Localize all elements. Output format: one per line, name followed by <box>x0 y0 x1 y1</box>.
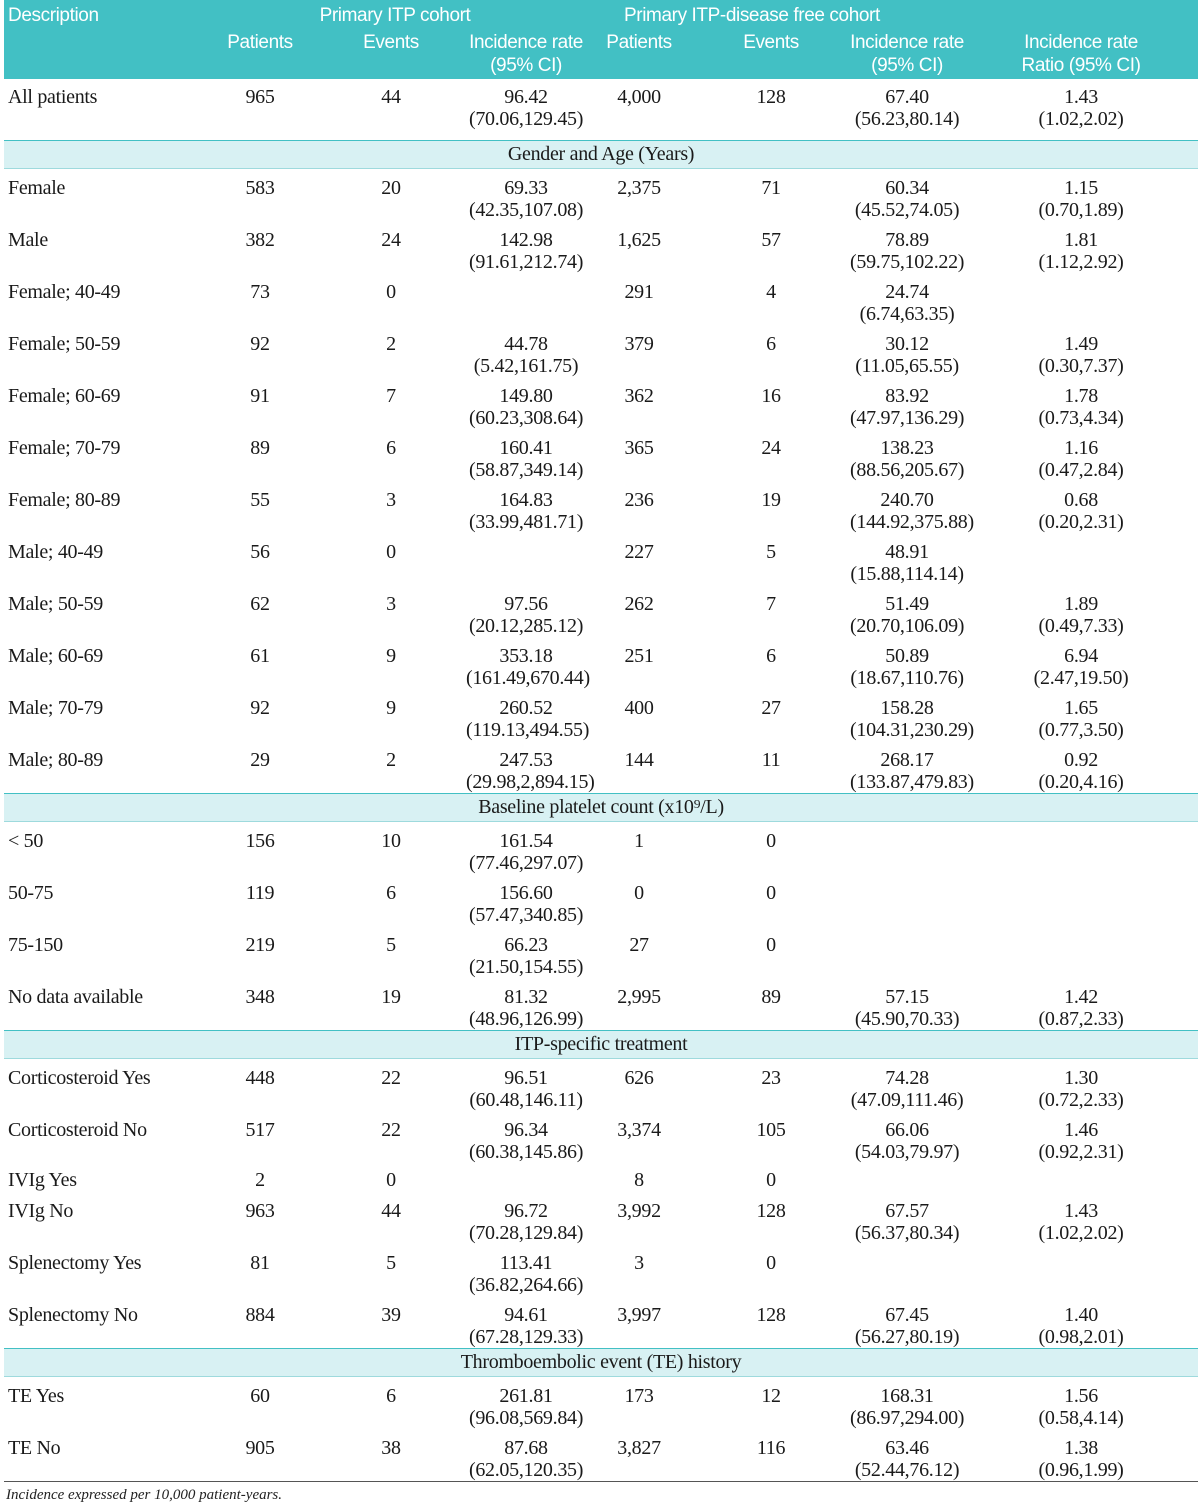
cell-patients-1: 73 <box>250 281 270 303</box>
cell-patients-1: 448 <box>245 1067 275 1089</box>
cell-patients-1: 61 <box>250 645 270 667</box>
cell-ratio: 1.89 (0.49,7.33) <box>1038 593 1124 637</box>
table-row <box>4 377 1198 429</box>
cell-patients-2: 3 <box>634 1252 644 1274</box>
cell-events-1: 22 <box>381 1067 401 1089</box>
table-row <box>4 1192 1198 1244</box>
row-label: Splenectomy No <box>8 1304 138 1326</box>
cell-incidence-1: 160.41 (58.87,349.14) <box>468 437 584 481</box>
cell-patients-1: 583 <box>245 177 275 199</box>
table-row <box>4 1163 1198 1192</box>
cell-events-1: 3 <box>386 489 396 511</box>
cell-ratio: 1.15 (0.70,1.89) <box>1038 177 1124 221</box>
cell-events-1: 0 <box>386 1169 396 1191</box>
cell-patients-1: 2 <box>255 1169 265 1191</box>
cell-incidence-2: 138.23 (88.56,205.67) <box>850 437 965 481</box>
table-row <box>4 533 1198 585</box>
row-label: All patients <box>8 86 98 108</box>
cell-ratio: 1.16 (0.47,2.84) <box>1038 437 1124 481</box>
cell-incidence-2: 240.70 (144.92,375.88) <box>850 489 974 533</box>
row-label: Male; 60-69 <box>8 645 104 667</box>
cell-patients-2: 362 <box>624 385 654 407</box>
row-label: IVIg No <box>8 1200 74 1222</box>
cell-events-1: 10 <box>381 830 401 852</box>
cell-events-2: 0 <box>766 830 776 852</box>
table-body <box>4 79 1198 1482</box>
cell-patients-2: 4,000 <box>617 86 661 108</box>
cell-events-2: 89 <box>761 986 781 1008</box>
cell-ratio: 1.43 (1.02,2.02) <box>1038 86 1124 130</box>
cell-events-1: 2 <box>386 333 396 355</box>
cell-incidence-1: 96.51 (60.48,146.11) <box>469 1067 583 1111</box>
cell-events-1: 7 <box>386 385 396 407</box>
table-row <box>4 325 1198 377</box>
cell-incidence-2: 50.89 (18.67,110.76) <box>850 645 964 689</box>
row-label: Female; 70-79 <box>8 437 121 459</box>
cell-events-2: 27 <box>761 697 781 719</box>
section-header-te <box>4 1349 1198 1377</box>
table-row <box>4 978 1198 1031</box>
cell-patients-1: 91 <box>250 385 270 407</box>
section-header-gender <box>4 141 1198 169</box>
header-group-itp: Primary ITP cohort <box>319 5 471 26</box>
cell-incidence-1: 261.81 (96.08,569.84) <box>468 1385 584 1429</box>
cell-incidence-2: 63.46 (52.44,76.12) <box>850 1429 964 1482</box>
cell-incidence-1: 113.41 (36.82,264.66) <box>468 1252 584 1296</box>
cell-patients-2: 27 <box>629 934 649 956</box>
cell-ratio: 1.78 (0.73,4.34) <box>1038 385 1124 429</box>
cell-events-2: 128 <box>756 1200 786 1222</box>
table-row <box>4 1111 1198 1163</box>
header-incidence-1: Incidence rate (95% CI) <box>469 32 583 76</box>
cell-ratio: 1.43 (1.02,2.02) <box>1038 1200 1124 1244</box>
cell-ratio: 1.49 (0.30,7.37) <box>1038 333 1124 377</box>
cell-incidence-2: 51.49 (20.70,106.09) <box>850 593 965 637</box>
header-events-2: Events <box>743 32 799 53</box>
cell-patients-1: 92 <box>250 333 270 355</box>
cell-ratio: 1.38 (0.96,1.99) <box>964 1429 1198 1482</box>
cell-patients-1: 348 <box>245 986 275 1008</box>
cell-ratio: 1.65 (0.77,3.50) <box>1038 697 1124 741</box>
cell-incidence-1 <box>466 273 586 325</box>
header-events-1: Events <box>363 32 419 53</box>
cell-ratio <box>964 533 1198 585</box>
cell-ratio: 1.56 (0.58,4.14) <box>1038 1385 1124 1429</box>
table-row <box>4 822 1198 875</box>
incidence-table-container <box>4 0 1198 1482</box>
row-label: Male <box>8 229 48 251</box>
cell-patients-1: 905 <box>204 1429 316 1482</box>
cell-patients-1: 382 <box>245 229 275 251</box>
cell-incidence-2: 67.57 (56.37,80.34) <box>854 1200 960 1244</box>
cell-incidence-2: 66.06 (54.03,79.97) <box>854 1119 960 1163</box>
cell-ratio: 0.68 (0.20,2.31) <box>1038 489 1124 533</box>
cell-ratio <box>964 1244 1198 1296</box>
table-row <box>4 79 1198 141</box>
cell-patients-1: 89 <box>250 437 270 459</box>
cell-events-1: 19 <box>381 986 401 1008</box>
row-label: TE No <box>4 1429 204 1482</box>
cell-incidence-2: 83.92 (47.97,136.29) <box>850 385 965 429</box>
cell-patients-2: 379 <box>624 333 654 355</box>
row-label: Corticosteroid No <box>8 1119 147 1141</box>
row-label: 75-150 <box>8 934 63 956</box>
header-patients-2: Patients <box>606 32 672 53</box>
cell-patients-2: 3,827 <box>586 1429 692 1482</box>
header-ratio: Incidence rate Ratio (95% CI) <box>1021 32 1141 76</box>
cell-events-1: 9 <box>386 645 396 667</box>
cell-ratio: 1.42 (0.87,2.33) <box>1038 986 1124 1030</box>
table-row <box>4 637 1198 689</box>
cell-events-1: 22 <box>381 1119 401 1141</box>
cell-events-1: 9 <box>386 697 396 719</box>
cell-events-2: 6 <box>766 333 776 355</box>
cell-incidence-2: 57.15 (45.90,70.33) <box>854 986 960 1030</box>
cell-events-1: 2 <box>386 749 396 771</box>
section-title: ITP-specific treatment <box>4 1031 1198 1059</box>
cell-patients-2: 3,374 <box>617 1119 661 1141</box>
cell-patients-2: 227 <box>624 541 654 563</box>
header-description: Description <box>8 5 99 26</box>
table-header <box>4 0 1198 79</box>
cell-patients-2: 2,375 <box>617 177 661 199</box>
cell-incidence-2: 268.17 (133.87,479.83) <box>850 749 974 793</box>
cell-patients-2: 262 <box>624 593 654 615</box>
cell-events-1: 24 <box>381 229 401 251</box>
cell-incidence-2: 30.12 (11.05,65.55) <box>855 333 959 377</box>
cell-patients-1: 963 <box>245 1200 275 1222</box>
cell-events-2: 11 <box>761 749 781 771</box>
cell-ratio: 1.81 (1.12,2.92) <box>1038 229 1124 273</box>
cell-incidence-2 <box>850 926 964 978</box>
cell-incidence-1: 96.72 (70.28,129.84) <box>468 1200 584 1244</box>
cell-incidence-1: 44.78 (5.42,161.75) <box>473 333 579 377</box>
header-patients-1: Patients <box>227 32 293 53</box>
cell-patients-2: 0 <box>634 882 644 904</box>
cell-incidence-2: 78.89 (59.75,102.22) <box>850 229 965 273</box>
cell-patients-1: 62 <box>250 593 270 615</box>
cell-events-2: 24 <box>761 437 781 459</box>
cell-incidence-1: 156.60 (57.47,340.85) <box>468 882 584 926</box>
cell-incidence-2: 67.45 (56.27,80.19) <box>854 1304 960 1348</box>
row-label: Male; 40-49 <box>8 541 104 563</box>
table-row <box>4 874 1198 926</box>
table-row <box>4 221 1198 273</box>
section-header-platelet <box>4 794 1198 822</box>
cell-incidence-1: 96.42 (70.06,129.45) <box>468 86 584 130</box>
cell-patients-1: 29 <box>250 749 270 771</box>
cell-patients-2: 1 <box>634 830 644 852</box>
cell-events-2: 128 <box>756 86 786 108</box>
row-label: Male; 50-59 <box>8 593 104 615</box>
table-row <box>4 1429 1198 1482</box>
cell-incidence-1: 247.53 (29.98,2,894.15) <box>466 749 595 793</box>
section-title: Thromboembolic event (TE) history <box>4 1349 1198 1377</box>
cell-patients-1: 92 <box>250 697 270 719</box>
cell-incidence-2 <box>850 822 964 875</box>
cell-patients-2: 251 <box>624 645 654 667</box>
cell-patients-2: 2,995 <box>617 986 661 1008</box>
section-title: Baseline platelet count (x10⁹/L) <box>4 794 1198 822</box>
cell-incidence-2: 158.28 (104.31,230.29) <box>850 697 974 741</box>
cell-patients-1: 55 <box>250 489 270 511</box>
row-label: Corticosteroid Yes <box>8 1067 151 1089</box>
cell-patients-2: 173 <box>624 1385 654 1407</box>
header-group-disease-free: Primary ITP-disease free cohort <box>624 5 880 26</box>
table-row <box>4 1377 1198 1430</box>
cell-events-1: 20 <box>381 177 401 199</box>
cell-incidence-2: 74.28 (47.09,111.46) <box>850 1067 964 1111</box>
cell-patients-2: 1,625 <box>617 229 661 251</box>
cell-ratio <box>964 273 1198 325</box>
cell-patients-2: 365 <box>624 437 654 459</box>
cell-events-1: 44 <box>381 86 401 108</box>
cell-patients-2: 236 <box>624 489 654 511</box>
row-label: Female <box>8 177 66 199</box>
cell-patients-1: 965 <box>245 86 275 108</box>
cell-events-1: 44 <box>381 1200 401 1222</box>
cell-incidence-1: 66.23 (21.50,154.55) <box>468 934 584 978</box>
row-label: Female; 80-89 <box>8 489 121 511</box>
cell-patients-2: 291 <box>624 281 654 303</box>
cell-patients-2: 400 <box>624 697 654 719</box>
cell-events-2: 0 <box>766 1252 776 1274</box>
cell-incidence-1 <box>466 1163 586 1192</box>
table-row <box>4 429 1198 481</box>
cell-patients-1: 156 <box>245 830 275 852</box>
cell-patients-1: 219 <box>245 934 275 956</box>
cell-events-2: 0 <box>766 1169 776 1191</box>
table-row <box>4 585 1198 637</box>
cell-events-1: 5 <box>386 1252 396 1274</box>
cell-incidence-1: 353.18 (161.49,670.44) <box>466 645 590 689</box>
cell-events-1: 6 <box>386 1385 396 1407</box>
row-label: Female; 60-69 <box>8 385 121 407</box>
cell-incidence-2 <box>850 1244 964 1296</box>
cell-ratio: 1.46 (0.92,2.31) <box>1038 1119 1124 1163</box>
cell-events-2: 57 <box>761 229 781 251</box>
cell-ratio <box>964 1163 1198 1192</box>
cell-events-2: 128 <box>756 1304 786 1326</box>
cell-patients-2: 8 <box>634 1169 644 1191</box>
row-label: Splenectomy Yes <box>8 1252 142 1274</box>
cell-patients-1: 60 <box>250 1385 270 1407</box>
cell-events-2: 116 <box>692 1429 850 1482</box>
cell-events-2: 71 <box>761 177 781 199</box>
row-label: Female; 50-59 <box>8 333 121 355</box>
cell-incidence-1: 149.80 (60.23,308.64) <box>468 385 584 429</box>
section-header-treatment <box>4 1031 1198 1059</box>
cell-events-2: 4 <box>766 281 776 303</box>
row-label: No data available <box>8 986 143 1008</box>
cell-events-2: 6 <box>766 645 776 667</box>
cell-incidence-1: 161.54 (77.46,297.07) <box>468 830 584 874</box>
table-row <box>4 926 1198 978</box>
cell-ratio: 1.30 (0.72,2.33) <box>1038 1067 1124 1111</box>
cell-incidence-2: 48.91 (15.88,114.14) <box>850 541 964 585</box>
cell-events-2: 0 <box>766 882 776 904</box>
cell-incidence-1: 260.52 (119.13,494.55) <box>466 697 590 741</box>
cell-incidence-1: 164.83 (33.99,481.71) <box>468 489 584 533</box>
section-title: Gender and Age (Years) <box>4 141 1198 169</box>
cell-ratio <box>964 822 1198 875</box>
cell-patients-1: 119 <box>245 882 275 904</box>
cell-patients-2: 3,992 <box>617 1200 661 1222</box>
table-row <box>4 169 1198 222</box>
cell-events-2: 7 <box>766 593 776 615</box>
cell-events-1: 5 <box>386 934 396 956</box>
table-row <box>4 481 1198 533</box>
row-label: Female; 40-49 <box>8 281 121 303</box>
table-row <box>4 273 1198 325</box>
incidence-table <box>4 0 1198 1482</box>
cell-events-2: 16 <box>761 385 781 407</box>
cell-patients-2: 3,997 <box>617 1304 661 1326</box>
cell-patients-2: 626 <box>624 1067 654 1089</box>
cell-incidence-1: 142.98 (91.61,212.74) <box>468 229 584 273</box>
cell-incidence-2 <box>850 874 964 926</box>
table-row <box>4 1244 1198 1296</box>
cell-patients-2: 144 <box>624 749 654 771</box>
cell-incidence-1: 87.68 (62.05,120.35) <box>466 1429 586 1482</box>
cell-patients-1: 517 <box>245 1119 275 1141</box>
cell-ratio: 0.92 (0.20,4.16) <box>1038 749 1124 793</box>
table-row <box>4 689 1198 741</box>
table-footnote: Incidence expressed per 10,000 patient-years. <box>6 1487 283 1503</box>
table-row <box>4 1296 1198 1349</box>
cell-incidence-1: 94.61 (67.28,129.33) <box>468 1304 584 1348</box>
cell-incidence-2: 60.34 (45.52,74.05) <box>854 177 960 221</box>
row-label: Male; 80-89 <box>8 749 104 771</box>
cell-incidence-1: 69.33 (42.35,107.08) <box>468 177 584 221</box>
cell-events-2: 5 <box>766 541 776 563</box>
cell-events-1: 0 <box>386 541 396 563</box>
cell-incidence-1: 97.56 (20.12,285.12) <box>468 593 584 637</box>
cell-ratio: 6.94 (2.47,19.50) <box>1033 645 1129 689</box>
cell-ratio <box>964 874 1198 926</box>
cell-events-2: 12 <box>761 1385 781 1407</box>
cell-incidence-2: 24.74 (6.74,63.35) <box>859 281 955 325</box>
cell-incidence-1: 96.34 (60.38,145.86) <box>468 1119 584 1163</box>
table-row <box>4 741 1198 794</box>
cell-events-2: 0 <box>766 934 776 956</box>
table-row <box>4 1059 1198 1112</box>
row-label: Male; 70-79 <box>8 697 104 719</box>
cell-incidence-2 <box>850 1163 964 1192</box>
header-incidence-2: Incidence rate (95% CI) <box>850 32 964 76</box>
cell-ratio <box>964 926 1198 978</box>
cell-events-1: 6 <box>386 437 396 459</box>
cell-incidence-1: 81.32 (48.96,126.99) <box>468 986 584 1030</box>
cell-ratio: 1.40 (0.98,2.01) <box>1038 1304 1124 1348</box>
cell-events-1: 0 <box>386 281 396 303</box>
cell-incidence-1 <box>466 533 586 585</box>
row-label: IVIg Yes <box>8 1169 77 1191</box>
cell-incidence-2: 168.31 (86.97,294.00) <box>850 1385 965 1429</box>
cell-events-1: 39 <box>381 1304 401 1326</box>
cell-events-1: 6 <box>386 882 396 904</box>
row-label: < 50 <box>8 830 44 852</box>
cell-events-2: 23 <box>761 1067 781 1089</box>
cell-events-2: 105 <box>756 1119 786 1141</box>
cell-patients-1: 884 <box>245 1304 275 1326</box>
cell-incidence-2: 67.40 (56.23,80.14) <box>854 86 960 130</box>
row-label: TE Yes <box>8 1385 64 1407</box>
cell-events-1: 38 <box>316 1429 466 1482</box>
row-label: 50-75 <box>8 882 54 904</box>
cell-events-1: 3 <box>386 593 396 615</box>
cell-patients-1: 81 <box>250 1252 270 1274</box>
cell-patients-1: 56 <box>250 541 270 563</box>
cell-events-2: 19 <box>761 489 781 511</box>
